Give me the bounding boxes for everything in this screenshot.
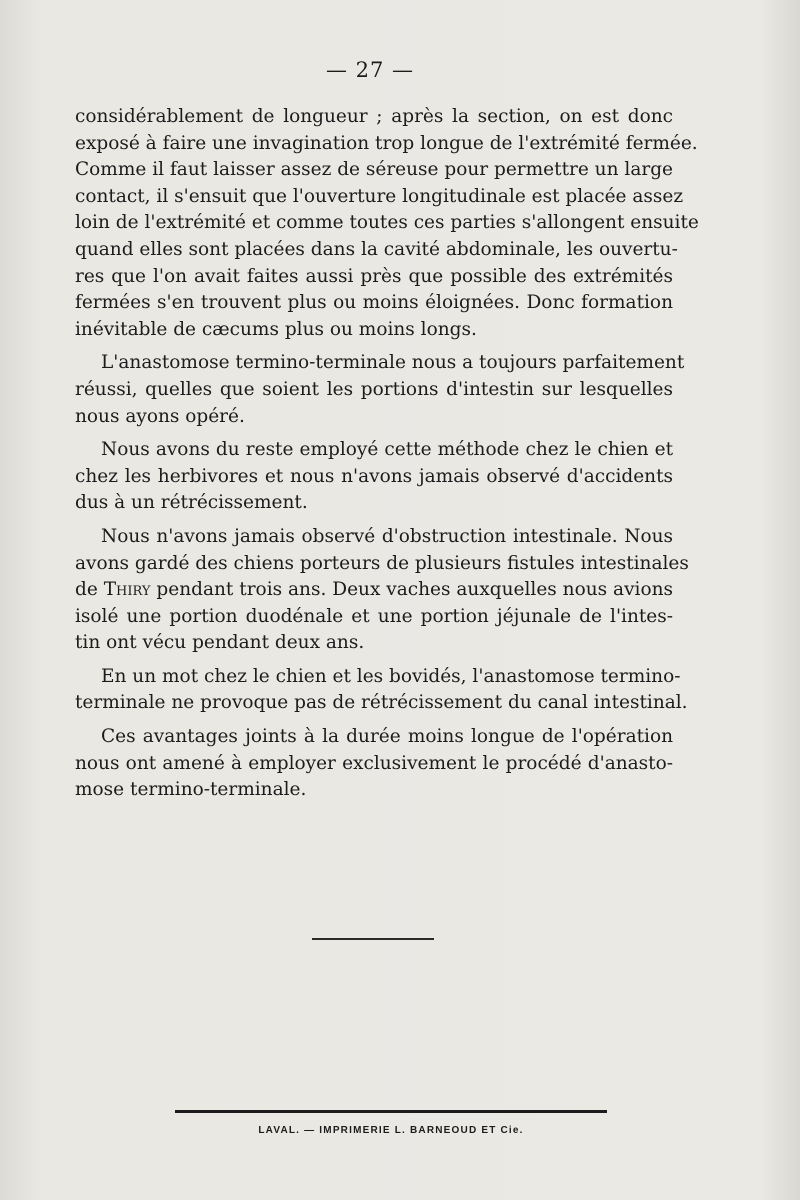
text-line: terminale ne provoque pas de rétrécissement du canal intestinal. xyxy=(75,692,688,714)
text-line: considérablement de longueur ; après la section, on est donc xyxy=(75,106,673,127)
text-line: res que l'on avait faites aussi près que possible des extrémités xyxy=(75,265,673,287)
text-line: Nous avons du reste employé cette méthode chez le chien et xyxy=(101,439,673,461)
text-line: contact, il s'ensuit que l'ouverture longitudinale est placée assez xyxy=(75,185,684,207)
text-line: nous ont amené à employer exclusivement le procédé d'anasto- xyxy=(75,752,673,774)
page-number: — 27 — xyxy=(325,58,415,82)
body-text xyxy=(75,104,699,811)
text-line: Nous n'avons jamais observé d'obstruction intestinale. Nous xyxy=(101,525,673,547)
text-line: nous ayons opéré. xyxy=(75,405,245,427)
text-line: loin de l'extrémité et comme toutes ces parties s'allongent ensuite xyxy=(75,212,699,234)
printer-imprint: LAVAL. — IMPRIMERIE L. BARNEOUD ET Cie. xyxy=(258,1125,524,1136)
text-line: quand elles sont placées dans la cavité abdominale, les ouvertu- xyxy=(75,238,678,260)
text-line: fermées s'en trouvent plus ou moins éloignées. Donc formation xyxy=(75,292,673,314)
section-divider xyxy=(312,938,434,940)
text-line: L'anastomose termino-terminale nous a toujours parfaitement xyxy=(101,352,685,374)
text-line: En un mot chez le chien et les bovidés, l'anastomose termino- xyxy=(101,665,681,687)
author-name: Thiry xyxy=(103,579,151,601)
paragraph xyxy=(75,664,688,717)
paragraph xyxy=(75,524,689,657)
text-line: de Thiry pendant trois ans. Deux vaches auxquelles nous avions xyxy=(75,579,674,601)
text-line: mose termino-terminale. xyxy=(75,779,307,801)
footer-rule xyxy=(175,1110,607,1113)
text-line: réussi, quelles que soient les portions d'intestin sur lesquelles xyxy=(75,378,673,400)
text-line: exposé à faire une invagination trop longue de l'extrémité fermée. xyxy=(75,132,698,154)
text-line: Ces avantages joints à la durée moins longue de l'opération xyxy=(101,726,673,748)
paragraph xyxy=(75,724,673,804)
text-line: dus à un rétrécissement. xyxy=(75,492,308,514)
text-line: tin ont vécu pendant deux ans. xyxy=(75,632,365,654)
text-line: avons gardé des chiens porteurs de plusieurs fistules intestinales xyxy=(75,552,689,574)
text-line: isolé une portion duodénale et une portion jéjunale de l'intes- xyxy=(75,605,673,627)
paragraph xyxy=(75,104,699,343)
paragraph xyxy=(75,437,673,517)
text-line: inévitable de cæcums plus ou moins longs. xyxy=(75,318,477,340)
text-line: chez les herbivores et nous n'avons jamais observé d'accidents xyxy=(75,465,673,487)
text-line: Comme il faut laisser assez de séreuse pour permettre un large xyxy=(75,159,673,181)
paragraph xyxy=(75,350,685,430)
